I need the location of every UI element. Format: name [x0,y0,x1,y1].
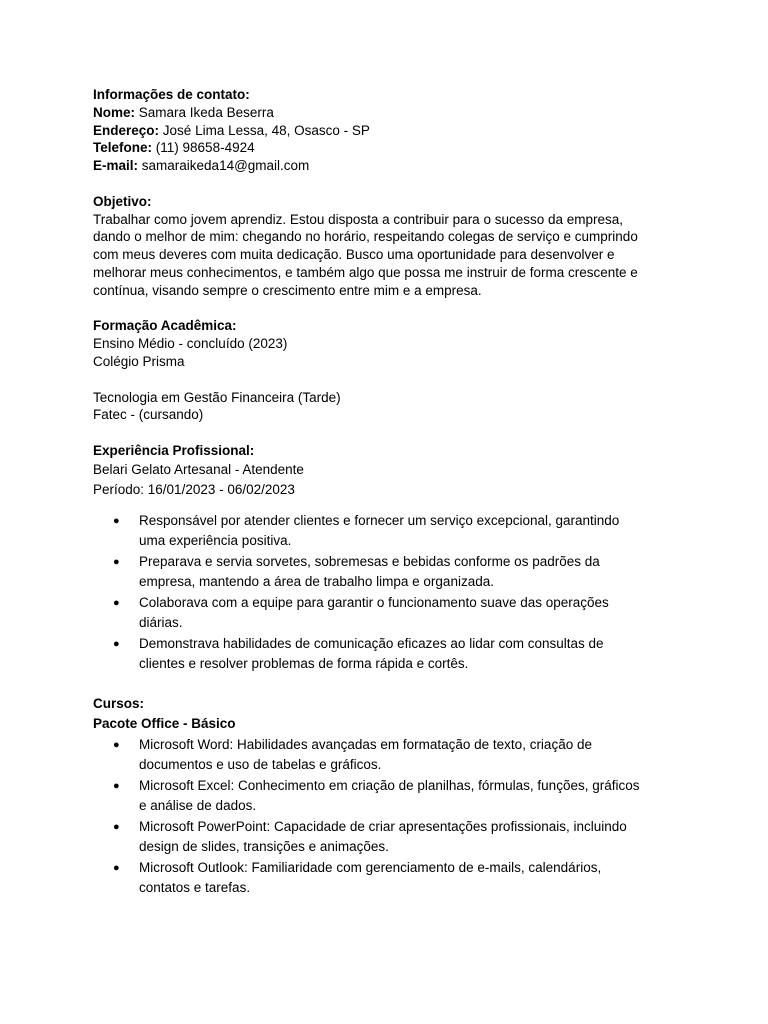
objective-line: Trabalhar como jovem aprendiz. Estou disposta a contribuir para o sucesso da empresa, [93,211,624,227]
objective-text [93,211,684,300]
education-school: Colégio Prisma [93,353,185,369]
address-label: Endereço: [93,122,160,138]
courses-section [93,694,684,899]
list-item: ● Preparava e servia sorvetes, sobremesas e bebidas conforme os padrões da empresa, mantendo a área de trabalho limpa e organizada. [113,553,600,590]
bullet-icon: ● [113,820,120,833]
contact-section [93,86,684,175]
experience-company: Belari Gelato Artesanal - Atendente [93,461,304,477]
objective-line: dando o melhor de mim: chegando no horário, respeitando colegas de serviço e cumprindo [93,229,638,245]
bullet-icon: ● [113,779,120,792]
bullet-icon: ● [113,861,120,874]
list-item: ● Colaborava com a equipe para garantir o funcionamento suave das operações diárias. [113,594,609,631]
bullet-icon: ● [113,637,120,650]
objective-line: com meus deveres com muita dedicação. Busco uma oportunidade para desenvolver e [93,247,615,263]
contact-phone-row [93,139,684,157]
education-section [93,317,684,424]
bullet-icon: ● [113,596,120,609]
objective-heading: Objetivo: [93,193,152,209]
education-school: Fatec - (cursando) [93,407,204,423]
experience-period: Período: 16/01/2023 - 06/02/2023 [93,481,295,497]
list-item: ● Microsoft Outlook: Familiaridade com gerenciamento de e-mails, calendários, contatos e tarefas. [113,859,602,896]
bullet-icon: ● [113,555,120,568]
contact-email-row [93,157,684,175]
name-value: Samara Ikeda Beserra [138,104,274,120]
education-degree: Ensino Médio - concluído (2023) [93,336,288,352]
education-heading: Formação Acadêmica: [93,318,237,334]
contact-name-row [93,104,684,122]
experience-heading: Experiência Profissional: [93,442,255,458]
phone-label: Telefone: [93,140,153,156]
objective-line: melhorar meus conhecimentos, e também algo que possa me instruir de forma crescente e [93,264,638,280]
objective-section [93,193,684,300]
email-value: samaraikeda14@gmail.com [141,158,310,174]
contact-address-row [93,122,684,140]
list-item: ● Microsoft Word: Habilidades avançadas em formatação de texto, criação de documentos e uso de tabelas e gráficos. [113,736,592,773]
objective-line: contínua, visando sempre o crescimento entre mim e a empresa. [93,282,482,298]
list-item: ● Microsoft Excel: Conhecimento em criação de planilhas, fórmulas, funções, gráficos e análise de dados. [113,777,640,814]
address-value: José Lima Lessa, 48, Osasco - SP [162,122,370,138]
bullet-icon: ● [113,514,120,527]
list-item: ● Demonstrava habilidades de comunicação eficazes ao lidar com consultas de clientes e resolver problemas de forma rápida e cortês. [113,635,604,672]
bullet-icon: ● [113,738,120,751]
email-label: E-mail: [93,158,139,174]
education-degree: Tecnologia em Gestão Financeira (Tarde) [93,389,341,405]
experience-section [93,442,684,675]
name-label: Nome: [93,104,136,120]
contact-heading: Informações de contato: [93,87,250,102]
phone-value: (11) 98658-4924 [155,140,255,156]
experience-list [93,511,684,675]
courses-package: Pacote Office - Básico [93,716,236,732]
list-item: ● Microsoft PowerPoint: Capacidade de criar apresentações profissionais, incluindo design de slides, transições e animações. [113,818,627,855]
courses-heading: Cursos: [93,695,145,711]
courses-list [93,735,684,899]
list-item: ● Responsável por atender clientes e fornecer um serviço excepcional, garantindo uma experiência positiva. [113,512,620,549]
